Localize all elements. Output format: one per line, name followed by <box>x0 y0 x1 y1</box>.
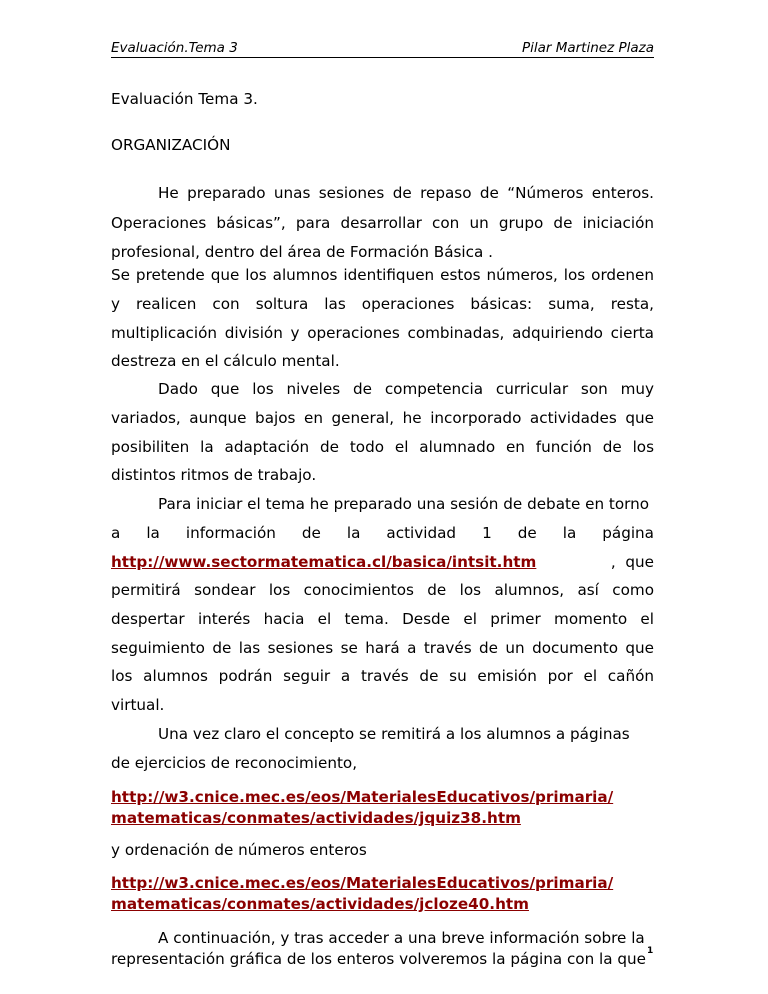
p4-line7: los alumnos podrán seguir a través de su emisión por el cañón <box>111 667 654 685</box>
page-number: 1 <box>647 946 654 956</box>
p3-line3: posibiliten la adaptación de todo el alumnado en función de los <box>111 438 654 456</box>
p5-line1: Una vez claro el concepto se remitirá a los alumnos a páginas <box>158 725 630 743</box>
p4-line5: despertar interés hacia el tema. Desde el primer momento el <box>111 610 654 628</box>
p4-line6: seguimiento de las sesiones se hará a través de un documento que <box>111 639 654 657</box>
p2-line3: multiplicación división y operaciones combinadas, adquiriendo cierta <box>111 324 654 342</box>
word: de <box>517 524 537 542</box>
word: la <box>562 524 577 542</box>
p4-line3 <box>111 552 654 572</box>
p1-line3: profesional, dentro del área de Formación Básica . <box>111 243 493 261</box>
word: 1 <box>482 524 492 542</box>
jcloze40-link-part2[interactable]: matematicas/conmates/actividades/jcloze40.htm <box>111 895 529 913</box>
p6-line1: A continuación, y tras acceder a una breve información sobre la <box>158 929 645 947</box>
jcloze40-link-part1[interactable]: http://w3.cnice.mec.es/eos/MaterialesEducativos/primaria/ <box>111 874 614 892</box>
p3-line2: variados, aunque bajos en general, he incorporado actividades que <box>111 409 654 427</box>
header-left: Evaluación.Tema 3 <box>111 40 238 56</box>
p4-line8: virtual. <box>111 696 165 714</box>
word: actividad <box>386 524 457 542</box>
document-title: Evaluación Tema 3. <box>111 90 258 108</box>
word: de <box>301 524 321 542</box>
p3-line1: Dado que los niveles de competencia curricular son muy <box>158 380 654 398</box>
p4-line2 <box>111 523 654 543</box>
word: información <box>185 524 276 542</box>
p1-line2: Operaciones básicas”, para desarrollar con un grupo de iniciación <box>111 214 654 232</box>
section-heading: ORGANIZACIÓN <box>111 136 231 154</box>
word: la <box>146 524 160 542</box>
word: a <box>111 524 121 542</box>
link-trailing-text: , que <box>610 553 654 571</box>
word: la <box>346 524 361 542</box>
page-header <box>111 38 654 58</box>
jquiz38-link-part2[interactable]: matematicas/conmates/actividades/jquiz38.htm <box>111 809 521 827</box>
p6-line2: representación gráfica de los enteros volveremos la página con la que <box>111 950 647 968</box>
p2-line2: y realicen con soltura las operaciones básicas: suma, resta, <box>111 295 654 313</box>
p5-mid: y ordenación de números enteros <box>111 841 367 859</box>
p2-line4: destreza en el cálculo mental. <box>111 352 340 370</box>
header-right: Pilar Martinez Plaza <box>521 40 654 56</box>
word: página <box>602 524 654 542</box>
jquiz38-link-part1[interactable]: http://w3.cnice.mec.es/eos/MaterialesEducativos/primaria/ <box>111 788 614 806</box>
p4-line4: permitirá sondear los conocimientos de los alumnos, así como <box>111 581 654 599</box>
p3-line4: distintos ritmos de trabajo. <box>111 466 317 484</box>
p5-line2: de ejercicios de reconocimiento, <box>111 754 358 772</box>
p2-line1: Se pretende que los alumnos identifiquen estos números, los ordenen <box>111 266 654 284</box>
sectormatematica-link[interactable]: http://www.sectormatematica.cl/basica/intsit.htm <box>111 553 537 571</box>
p4-line1: Para iniciar el tema he preparado una sesión de debate en torno <box>158 495 650 513</box>
p1-line1: He preparado unas sesiones de repaso de “Números enteros. <box>158 184 654 202</box>
